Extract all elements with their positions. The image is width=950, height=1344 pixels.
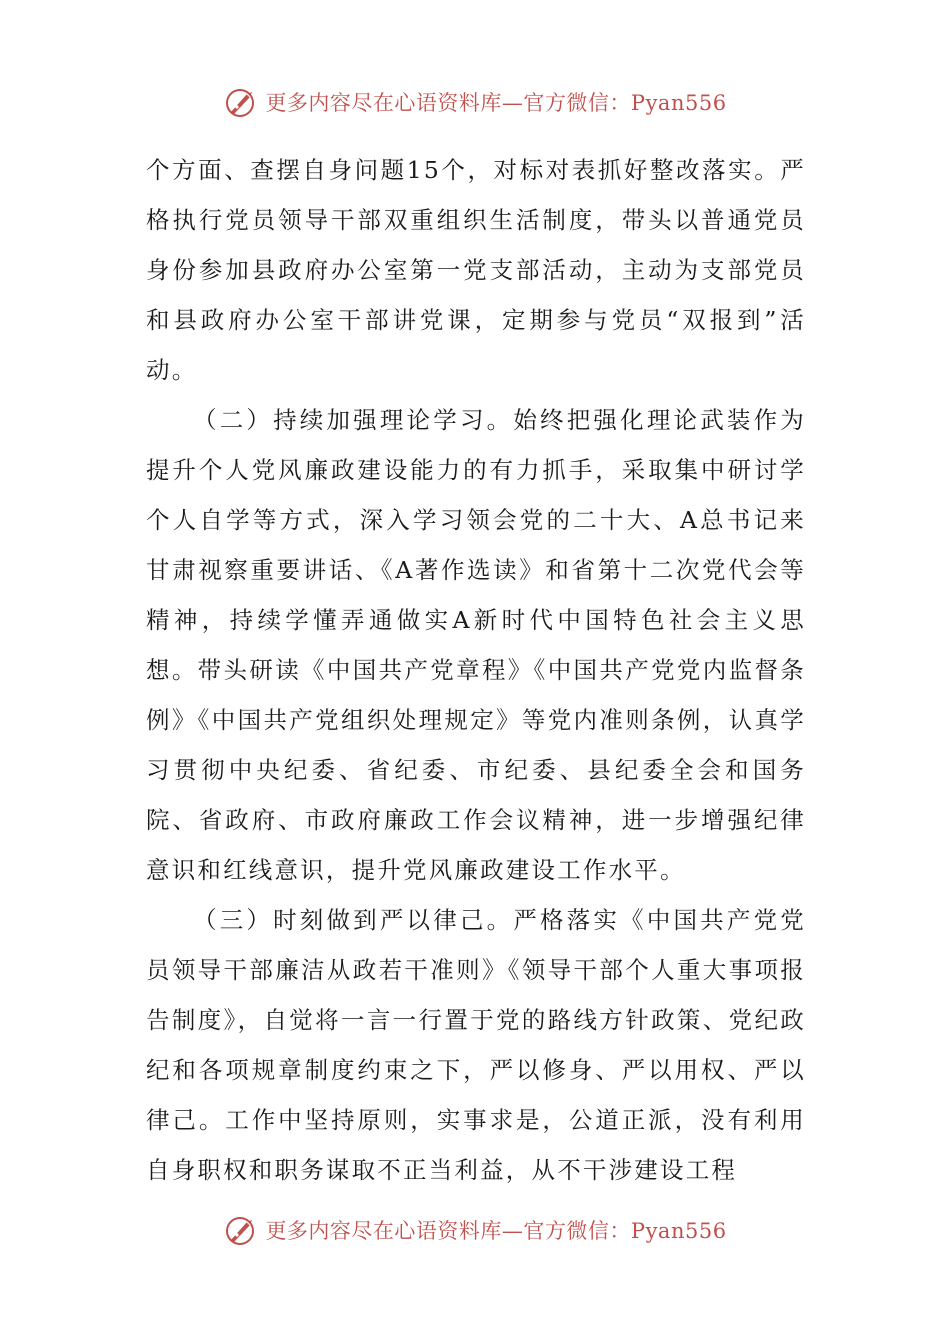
footer-watermark-banner	[0, 1208, 950, 1252]
header-watermark-text: 更多内容尽在心语资料库—官方微信：Pyan556	[265, 91, 727, 115]
document-body	[146, 145, 806, 1195]
paragraph-section-2: （二）持续加强理论学习。始终把强化理论武装作为提升个人党风廉政建设能力的有力抓手，采取集中研讨学个人自学等方式，深入学习领会党的二十大、A总书记来甘肃视察重要讲话、《A著作选读》和省第十二次党代会等精神，持续学懂弄通做实A新时代中国特色社会主义思想。带头研读《中国共产党章程》《中国共产党党内监督条例》《中国共产党组织处理规定》等党内准则条例，认真学习贯彻中央纪委、省纪委、市纪委、县纪委全会和国务院、省政府、市政府廉政工作会议精神，进一步增强纪律意识和红线意识，提升党风廉政建设工作水平。	[146, 406, 806, 884]
header-watermark-banner	[0, 80, 950, 124]
paragraph-continuation: 个方面、查摆自身问题15个，对标对表抓好整改落实。严格执行党员领导干部双重组织生活制度，带头以普通党员身份参加县政府办公室第一党支部活动，主动为支部党员和县政府办公室干部讲党课，定期参与党员“双报到”活动。	[146, 156, 806, 384]
paragraph-section-3: （三）时刻做到严以律己。严格落实《中国共产党党员领导干部廉洁从政若干准则》《领导干部个人重大事项报告制度》，自觉将一言一行置于党的路线方针政策、党纪政纪和各项规章制度约束之下，严以修身、严以用权、严以律己。工作中坚持原则，实事求是，公道正派，没有利用自身职权和职务谋取不正当利益，从不干涉建设工程	[146, 906, 806, 1184]
footer-watermark-text: 更多内容尽在心语资料库—官方微信：Pyan556	[265, 1219, 727, 1243]
pen-nib-logo-icon	[223, 1212, 259, 1248]
pen-nib-logo-icon	[223, 84, 259, 120]
